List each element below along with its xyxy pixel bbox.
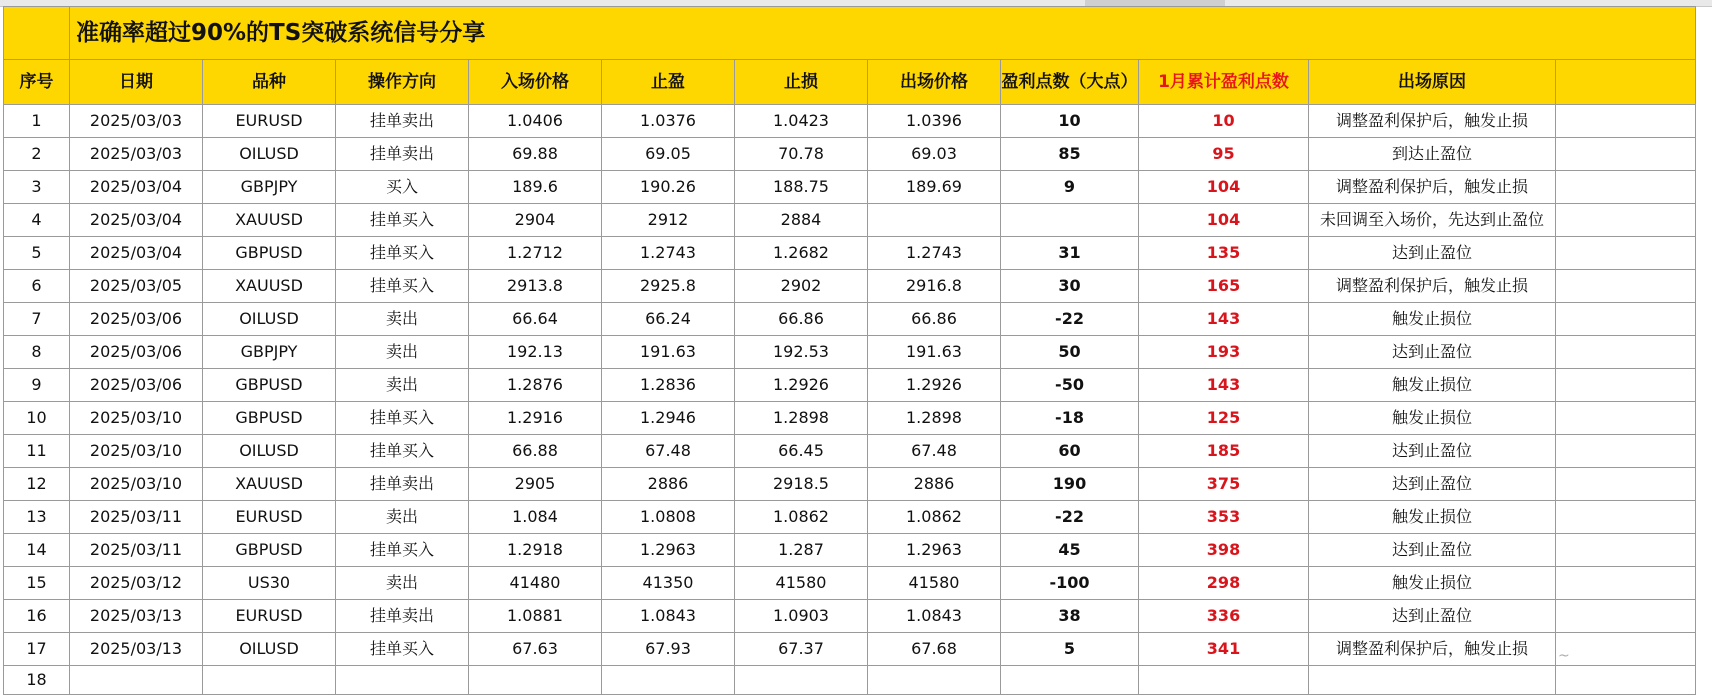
cell-cumulative-points[interactable]: 143 xyxy=(1139,369,1309,402)
cell-take-profit[interactable]: 67.93 xyxy=(602,633,735,666)
cell-empty[interactable] xyxy=(735,666,868,695)
cell-symbol[interactable]: XAUUSD xyxy=(203,468,336,501)
header-stop-loss[interactable]: 止损 xyxy=(735,60,868,105)
table-row xyxy=(4,138,1696,171)
cell-profit-points[interactable]: 31 xyxy=(1001,237,1139,270)
cell-index[interactable]: 5 xyxy=(4,237,70,270)
cell-symbol[interactable]: GBPUSD xyxy=(203,369,336,402)
cell-empty[interactable] xyxy=(1556,369,1696,402)
cell-direction[interactable]: 挂单买入 xyxy=(336,204,469,237)
cell-direction[interactable]: 挂单买入 xyxy=(336,402,469,435)
sheet-title[interactable]: 准确率超过90%的TS突破系统信号分享 xyxy=(70,7,1696,60)
title-row xyxy=(4,7,1696,60)
cell-empty[interactable] xyxy=(203,666,336,695)
cell-exit-price[interactable]: 1.2963 xyxy=(868,534,1001,567)
cell-entry-price[interactable]: 1.0881 xyxy=(469,600,602,633)
watermark: ~ xyxy=(1558,648,1570,664)
cell-empty[interactable] xyxy=(1556,237,1696,270)
cell-cumulative-points[interactable]: 193 xyxy=(1139,336,1309,369)
cell-empty[interactable] xyxy=(1556,171,1696,204)
cell-exit-price[interactable]: 41580 xyxy=(868,567,1001,600)
cell-exit-price[interactable]: 191.63 xyxy=(868,336,1001,369)
cell-exit-reason[interactable]: 未回调至入场价，先达到止盈位 xyxy=(1309,204,1556,237)
cell-empty[interactable] xyxy=(1556,204,1696,237)
cell-index[interactable]: 4 xyxy=(4,204,70,237)
cell-exit-price[interactable]: 1.0843 xyxy=(868,600,1001,633)
header-exit-reason[interactable]: 出场原因 xyxy=(1309,60,1556,105)
cell-direction[interactable]: 卖出 xyxy=(336,567,469,600)
cell-index[interactable]: 8 xyxy=(4,336,70,369)
cell-index[interactable]: 16 xyxy=(4,600,70,633)
cell-direction[interactable]: 挂单买入 xyxy=(336,237,469,270)
header-symbol[interactable]: 品种 xyxy=(203,60,336,105)
cell-date[interactable]: 2025/03/11 xyxy=(70,534,203,567)
cell-profit-points[interactable]: 50 xyxy=(1001,336,1139,369)
cell-empty[interactable] xyxy=(1556,567,1696,600)
cell-index[interactable]: 2 xyxy=(4,138,70,171)
cell-cumulative-points[interactable]: 353 xyxy=(1139,501,1309,534)
cell-stop-loss[interactable]: 67.37 xyxy=(735,633,868,666)
cell-date[interactable]: 2025/03/10 xyxy=(70,435,203,468)
cell-direction[interactable]: 挂单买入 xyxy=(336,435,469,468)
cell-cumulative-points[interactable]: 185 xyxy=(1139,435,1309,468)
header-index[interactable]: 序号 xyxy=(4,60,70,105)
cell-empty[interactable] xyxy=(336,666,469,695)
cell-empty[interactable] xyxy=(602,666,735,695)
cell-symbol[interactable]: GBPUSD xyxy=(203,402,336,435)
cell-empty[interactable] xyxy=(1309,666,1556,695)
cell-cumulative-points[interactable]: 135 xyxy=(1139,237,1309,270)
cell-entry-price[interactable]: 2913.8 xyxy=(469,270,602,303)
cell-stop-loss[interactable]: 66.45 xyxy=(735,435,868,468)
cell-date[interactable]: 2025/03/06 xyxy=(70,369,203,402)
cell-entry-price[interactable]: 1.0406 xyxy=(469,105,602,138)
cell-stop-loss[interactable]: 70.78 xyxy=(735,138,868,171)
cell-entry-price[interactable]: 2905 xyxy=(469,468,602,501)
cell-cumulative-points[interactable]: 341 xyxy=(1139,633,1309,666)
cell-entry-price[interactable]: 189.6 xyxy=(469,171,602,204)
cell-cumulative-points[interactable]: 104 xyxy=(1139,171,1309,204)
cell-exit-reason[interactable]: 触发止损位 xyxy=(1309,567,1556,600)
table-row xyxy=(4,402,1696,435)
cell-index[interactable]: 7 xyxy=(4,303,70,336)
cell-direction[interactable]: 挂单卖出 xyxy=(336,105,469,138)
cell-profit-points[interactable]: -18 xyxy=(1001,402,1139,435)
cell-profit-points[interactable]: -22 xyxy=(1001,501,1139,534)
cell-profit-points[interactable]: 9 xyxy=(1001,171,1139,204)
cell-entry-price[interactable]: 41480 xyxy=(469,567,602,600)
cell-index[interactable]: 10 xyxy=(4,402,70,435)
cell-index[interactable]: 9 xyxy=(4,369,70,402)
table-row xyxy=(4,270,1696,303)
cell-date[interactable]: 2025/03/05 xyxy=(70,270,203,303)
cell-date[interactable]: 2025/03/06 xyxy=(70,303,203,336)
cell-cumulative-points[interactable]: 95 xyxy=(1139,138,1309,171)
cell-direction[interactable]: 买入 xyxy=(336,171,469,204)
cell-direction[interactable]: 挂单卖出 xyxy=(336,468,469,501)
cell-profit-points[interactable]: 10 xyxy=(1001,105,1139,138)
cell-direction[interactable]: 挂单买入 xyxy=(336,633,469,666)
cell-empty[interactable] xyxy=(1556,501,1696,534)
cell-date[interactable]: 2025/03/06 xyxy=(70,336,203,369)
cell-exit-price[interactable]: 189.69 xyxy=(868,171,1001,204)
cell-stop-loss[interactable]: 1.0423 xyxy=(735,105,868,138)
cell-stop-loss[interactable]: 2902 xyxy=(735,270,868,303)
cell-symbol[interactable]: XAUUSD xyxy=(203,270,336,303)
cell-profit-points[interactable]: 190 xyxy=(1001,468,1139,501)
cell-cumulative-points[interactable]: 336 xyxy=(1139,600,1309,633)
cell-symbol[interactable]: EURUSD xyxy=(203,105,336,138)
cell-exit-reason[interactable]: 达到止盈位 xyxy=(1309,237,1556,270)
cell-direction[interactable]: 挂单卖出 xyxy=(336,600,469,633)
cell-stop-loss[interactable]: 1.2926 xyxy=(735,369,868,402)
cell-stop-loss[interactable]: 66.86 xyxy=(735,303,868,336)
cell-empty[interactable] xyxy=(1556,468,1696,501)
cell-entry-price[interactable]: 66.64 xyxy=(469,303,602,336)
cell-take-profit[interactable]: 2886 xyxy=(602,468,735,501)
cell-direction[interactable]: 挂单买入 xyxy=(336,534,469,567)
cell-empty[interactable] xyxy=(1556,633,1696,666)
cell-exit-price[interactable]: 67.68 xyxy=(868,633,1001,666)
cell-direction[interactable]: 卖出 xyxy=(336,336,469,369)
cell-cumulative-points[interactable]: 398 xyxy=(1139,534,1309,567)
cell-exit-price[interactable]: 1.2898 xyxy=(868,402,1001,435)
cell-stop-loss[interactable]: 1.2682 xyxy=(735,237,868,270)
cell-index[interactable]: 11 xyxy=(4,435,70,468)
cell-profit-points[interactable] xyxy=(1001,204,1139,237)
cell-cumulative-points[interactable]: 375 xyxy=(1139,468,1309,501)
cell-symbol[interactable]: EURUSD xyxy=(203,600,336,633)
cell-direction[interactable]: 卖出 xyxy=(336,501,469,534)
cell-stop-loss[interactable]: 41580 xyxy=(735,567,868,600)
cell-exit-reason[interactable]: 达到止盈位 xyxy=(1309,435,1556,468)
cell-exit-reason[interactable]: 调整盈利保护后，触发止损 xyxy=(1309,270,1556,303)
cell-empty[interactable] xyxy=(1556,435,1696,468)
cell-profit-points[interactable]: 60 xyxy=(1001,435,1139,468)
table-row xyxy=(4,567,1696,600)
table-row xyxy=(4,336,1696,369)
cell-cumulative-points[interactable]: 125 xyxy=(1139,402,1309,435)
table-row xyxy=(4,171,1696,204)
cell-exit-price[interactable]: 66.86 xyxy=(868,303,1001,336)
cell-index[interactable]: 18 xyxy=(4,666,70,695)
header-take-profit[interactable]: 止盈 xyxy=(602,60,735,105)
cell-date[interactable]: 2025/03/12 xyxy=(70,567,203,600)
cell-index[interactable]: 1 xyxy=(4,105,70,138)
header-exit-price[interactable]: 出场价格 xyxy=(868,60,1001,105)
cell-date[interactable]: 2025/03/04 xyxy=(70,204,203,237)
cell-index[interactable]: 14 xyxy=(4,534,70,567)
cell-profit-points[interactable]: 85 xyxy=(1001,138,1139,171)
cell-title-blank[interactable] xyxy=(4,7,70,60)
cell-symbol[interactable]: OILUSD xyxy=(203,633,336,666)
cell-exit-price[interactable]: 2916.8 xyxy=(868,270,1001,303)
table-row xyxy=(4,303,1696,336)
cell-take-profit[interactable]: 1.2946 xyxy=(602,402,735,435)
cell-profit-points[interactable]: -100 xyxy=(1001,567,1139,600)
cell-exit-reason[interactable]: 触发止损位 xyxy=(1309,369,1556,402)
cell-stop-loss[interactable]: 1.2898 xyxy=(735,402,868,435)
cell-take-profit[interactable]: 41350 xyxy=(602,567,735,600)
header-cumulative-points[interactable]: 1月累计盈利点数 xyxy=(1139,60,1309,105)
cell-profit-points[interactable]: 38 xyxy=(1001,600,1139,633)
cell-symbol[interactable]: XAUUSD xyxy=(203,204,336,237)
cell-exit-reason[interactable]: 调整盈利保护后，触发止损 xyxy=(1309,171,1556,204)
cell-stop-loss[interactable]: 1.0903 xyxy=(735,600,868,633)
cell-exit-price[interactable]: 1.2926 xyxy=(868,369,1001,402)
cell-empty[interactable] xyxy=(70,666,203,695)
table-row xyxy=(4,105,1696,138)
cell-exit-reason[interactable]: 达到止盈位 xyxy=(1309,468,1556,501)
cell-cumulative-points[interactable]: 104 xyxy=(1139,204,1309,237)
cell-index[interactable]: 13 xyxy=(4,501,70,534)
cell-exit-reason[interactable]: 到达止盈位 xyxy=(1309,138,1556,171)
cell-date[interactable]: 2025/03/03 xyxy=(70,138,203,171)
cell-take-profit[interactable]: 67.48 xyxy=(602,435,735,468)
cell-entry-price[interactable]: 2904 xyxy=(469,204,602,237)
cell-direction[interactable]: 卖出 xyxy=(336,369,469,402)
cell-exit-price[interactable]: 2886 xyxy=(868,468,1001,501)
cell-entry-price[interactable]: 1.2916 xyxy=(469,402,602,435)
cell-index[interactable]: 15 xyxy=(4,567,70,600)
header-empty-cell[interactable] xyxy=(1556,60,1696,105)
cell-entry-price[interactable]: 66.88 xyxy=(469,435,602,468)
cell-empty[interactable] xyxy=(1556,600,1696,633)
cell-stop-loss[interactable]: 2884 xyxy=(735,204,868,237)
cell-empty[interactable] xyxy=(1556,534,1696,567)
table-row xyxy=(4,600,1696,633)
cell-cumulative-points[interactable]: 143 xyxy=(1139,303,1309,336)
cell-direction[interactable]: 卖出 xyxy=(336,303,469,336)
cell-symbol[interactable]: GBPJPY xyxy=(203,171,336,204)
header-profit-points[interactable]: 盈利点数（大点） xyxy=(1001,60,1139,105)
cell-profit-points[interactable]: -50 xyxy=(1001,369,1139,402)
cell-symbol[interactable]: GBPJPY xyxy=(203,336,336,369)
cell-stop-loss[interactable]: 192.53 xyxy=(735,336,868,369)
cell-exit-price[interactable]: 1.2743 xyxy=(868,237,1001,270)
cell-stop-loss[interactable]: 188.75 xyxy=(735,171,868,204)
table-row xyxy=(4,204,1696,237)
cell-index[interactable]: 6 xyxy=(4,270,70,303)
cell-exit-price[interactable]: 1.0862 xyxy=(868,501,1001,534)
cell-empty[interactable] xyxy=(1139,666,1309,695)
cell-profit-points[interactable]: -22 xyxy=(1001,303,1139,336)
cell-entry-price[interactable]: 67.63 xyxy=(469,633,602,666)
cell-cumulative-points[interactable]: 165 xyxy=(1139,270,1309,303)
cell-take-profit[interactable]: 1.0376 xyxy=(602,105,735,138)
cell-take-profit[interactable]: 1.2836 xyxy=(602,369,735,402)
cell-empty[interactable] xyxy=(469,666,602,695)
cell-index[interactable]: 3 xyxy=(4,171,70,204)
cell-direction[interactable]: 挂单卖出 xyxy=(336,138,469,171)
cell-take-profit[interactable]: 190.26 xyxy=(602,171,735,204)
cell-exit-reason[interactable]: 达到止盈位 xyxy=(1309,534,1556,567)
cell-profit-points[interactable]: 30 xyxy=(1001,270,1139,303)
cell-entry-price[interactable]: 1.084 xyxy=(469,501,602,534)
cell-entry-price[interactable]: 192.13 xyxy=(469,336,602,369)
cell-symbol[interactable]: US30 xyxy=(203,567,336,600)
header-entry-price[interactable]: 入场价格 xyxy=(469,60,602,105)
cell-date[interactable]: 2025/03/04 xyxy=(70,237,203,270)
header-date[interactable]: 日期 xyxy=(70,60,203,105)
cell-cumulative-points[interactable]: 298 xyxy=(1139,567,1309,600)
cell-take-profit[interactable]: 2925.8 xyxy=(602,270,735,303)
cell-exit-price[interactable]: 1.0396 xyxy=(868,105,1001,138)
cell-date[interactable]: 2025/03/04 xyxy=(70,171,203,204)
table-row-empty xyxy=(4,666,1696,695)
cell-stop-loss[interactable]: 1.287 xyxy=(735,534,868,567)
cell-entry-price[interactable]: 69.88 xyxy=(469,138,602,171)
cell-date[interactable]: 2025/03/13 xyxy=(70,633,203,666)
cell-date[interactable]: 2025/03/03 xyxy=(70,105,203,138)
cell-exit-price[interactable]: 69.03 xyxy=(868,138,1001,171)
cell-exit-reason[interactable]: 调整盈利保护后，触发止损 xyxy=(1309,633,1556,666)
cell-exit-price[interactable] xyxy=(868,204,1001,237)
cell-empty[interactable] xyxy=(1556,270,1696,303)
cell-symbol[interactable]: EURUSD xyxy=(203,501,336,534)
cell-stop-loss[interactable]: 2918.5 xyxy=(735,468,868,501)
cell-date[interactable]: 2025/03/11 xyxy=(70,501,203,534)
cell-empty[interactable] xyxy=(1556,138,1696,171)
cell-empty[interactable] xyxy=(1556,402,1696,435)
table-row xyxy=(4,534,1696,567)
table-row xyxy=(4,435,1696,468)
cell-exit-reason[interactable]: 调整盈利保护后，触发止损 xyxy=(1309,105,1556,138)
cell-empty[interactable] xyxy=(1556,303,1696,336)
cell-symbol[interactable]: GBPUSD xyxy=(203,237,336,270)
cell-symbol[interactable]: GBPUSD xyxy=(203,534,336,567)
cell-symbol[interactable]: OILUSD xyxy=(203,435,336,468)
cell-date[interactable]: 2025/03/10 xyxy=(70,402,203,435)
cell-cumulative-points[interactable]: 10 xyxy=(1139,105,1309,138)
cell-profit-points[interactable]: 45 xyxy=(1001,534,1139,567)
cell-take-profit[interactable]: 69.05 xyxy=(602,138,735,171)
signal-table xyxy=(3,6,1696,695)
cell-profit-points[interactable]: 5 xyxy=(1001,633,1139,666)
cell-take-profit[interactable]: 1.2743 xyxy=(602,237,735,270)
cell-empty[interactable] xyxy=(1556,666,1696,695)
cell-stop-loss[interactable]: 1.0862 xyxy=(735,501,868,534)
cell-entry-price[interactable]: 1.2876 xyxy=(469,369,602,402)
cell-take-profit[interactable]: 66.24 xyxy=(602,303,735,336)
cell-direction[interactable]: 挂单买入 xyxy=(336,270,469,303)
cell-exit-reason[interactable]: 触发止损位 xyxy=(1309,501,1556,534)
cell-date[interactable]: 2025/03/10 xyxy=(70,468,203,501)
cell-take-profit[interactable]: 1.2963 xyxy=(602,534,735,567)
cell-exit-reason[interactable]: 达到止盈位 xyxy=(1309,600,1556,633)
cell-exit-reason[interactable]: 达到止盈位 xyxy=(1309,336,1556,369)
cell-take-profit[interactable]: 2912 xyxy=(602,204,735,237)
cell-date[interactable]: 2025/03/13 xyxy=(70,600,203,633)
cell-index[interactable]: 12 xyxy=(4,468,70,501)
table-row xyxy=(4,237,1696,270)
cell-entry-price[interactable]: 1.2712 xyxy=(469,237,602,270)
cell-empty[interactable] xyxy=(1556,105,1696,138)
cell-take-profit[interactable]: 1.0843 xyxy=(602,600,735,633)
cell-empty[interactable] xyxy=(868,666,1001,695)
cell-take-profit[interactable]: 191.63 xyxy=(602,336,735,369)
header-direction[interactable]: 操作方向 xyxy=(336,60,469,105)
cell-index[interactable]: 17 xyxy=(4,633,70,666)
table-row xyxy=(4,501,1696,534)
table-row xyxy=(4,633,1696,666)
cell-empty[interactable] xyxy=(1556,336,1696,369)
cell-entry-price[interactable]: 1.2918 xyxy=(469,534,602,567)
cell-exit-price[interactable]: 67.48 xyxy=(868,435,1001,468)
header-row xyxy=(4,60,1696,105)
cell-take-profit[interactable]: 1.0808 xyxy=(602,501,735,534)
table-row xyxy=(4,468,1696,501)
table-row xyxy=(4,369,1696,402)
cell-exit-reason[interactable]: 触发止损位 xyxy=(1309,303,1556,336)
cell-symbol[interactable]: OILUSD xyxy=(203,138,336,171)
cell-exit-reason[interactable]: 触发止损位 xyxy=(1309,402,1556,435)
cell-empty[interactable] xyxy=(1001,666,1139,695)
cell-symbol[interactable]: OILUSD xyxy=(203,303,336,336)
